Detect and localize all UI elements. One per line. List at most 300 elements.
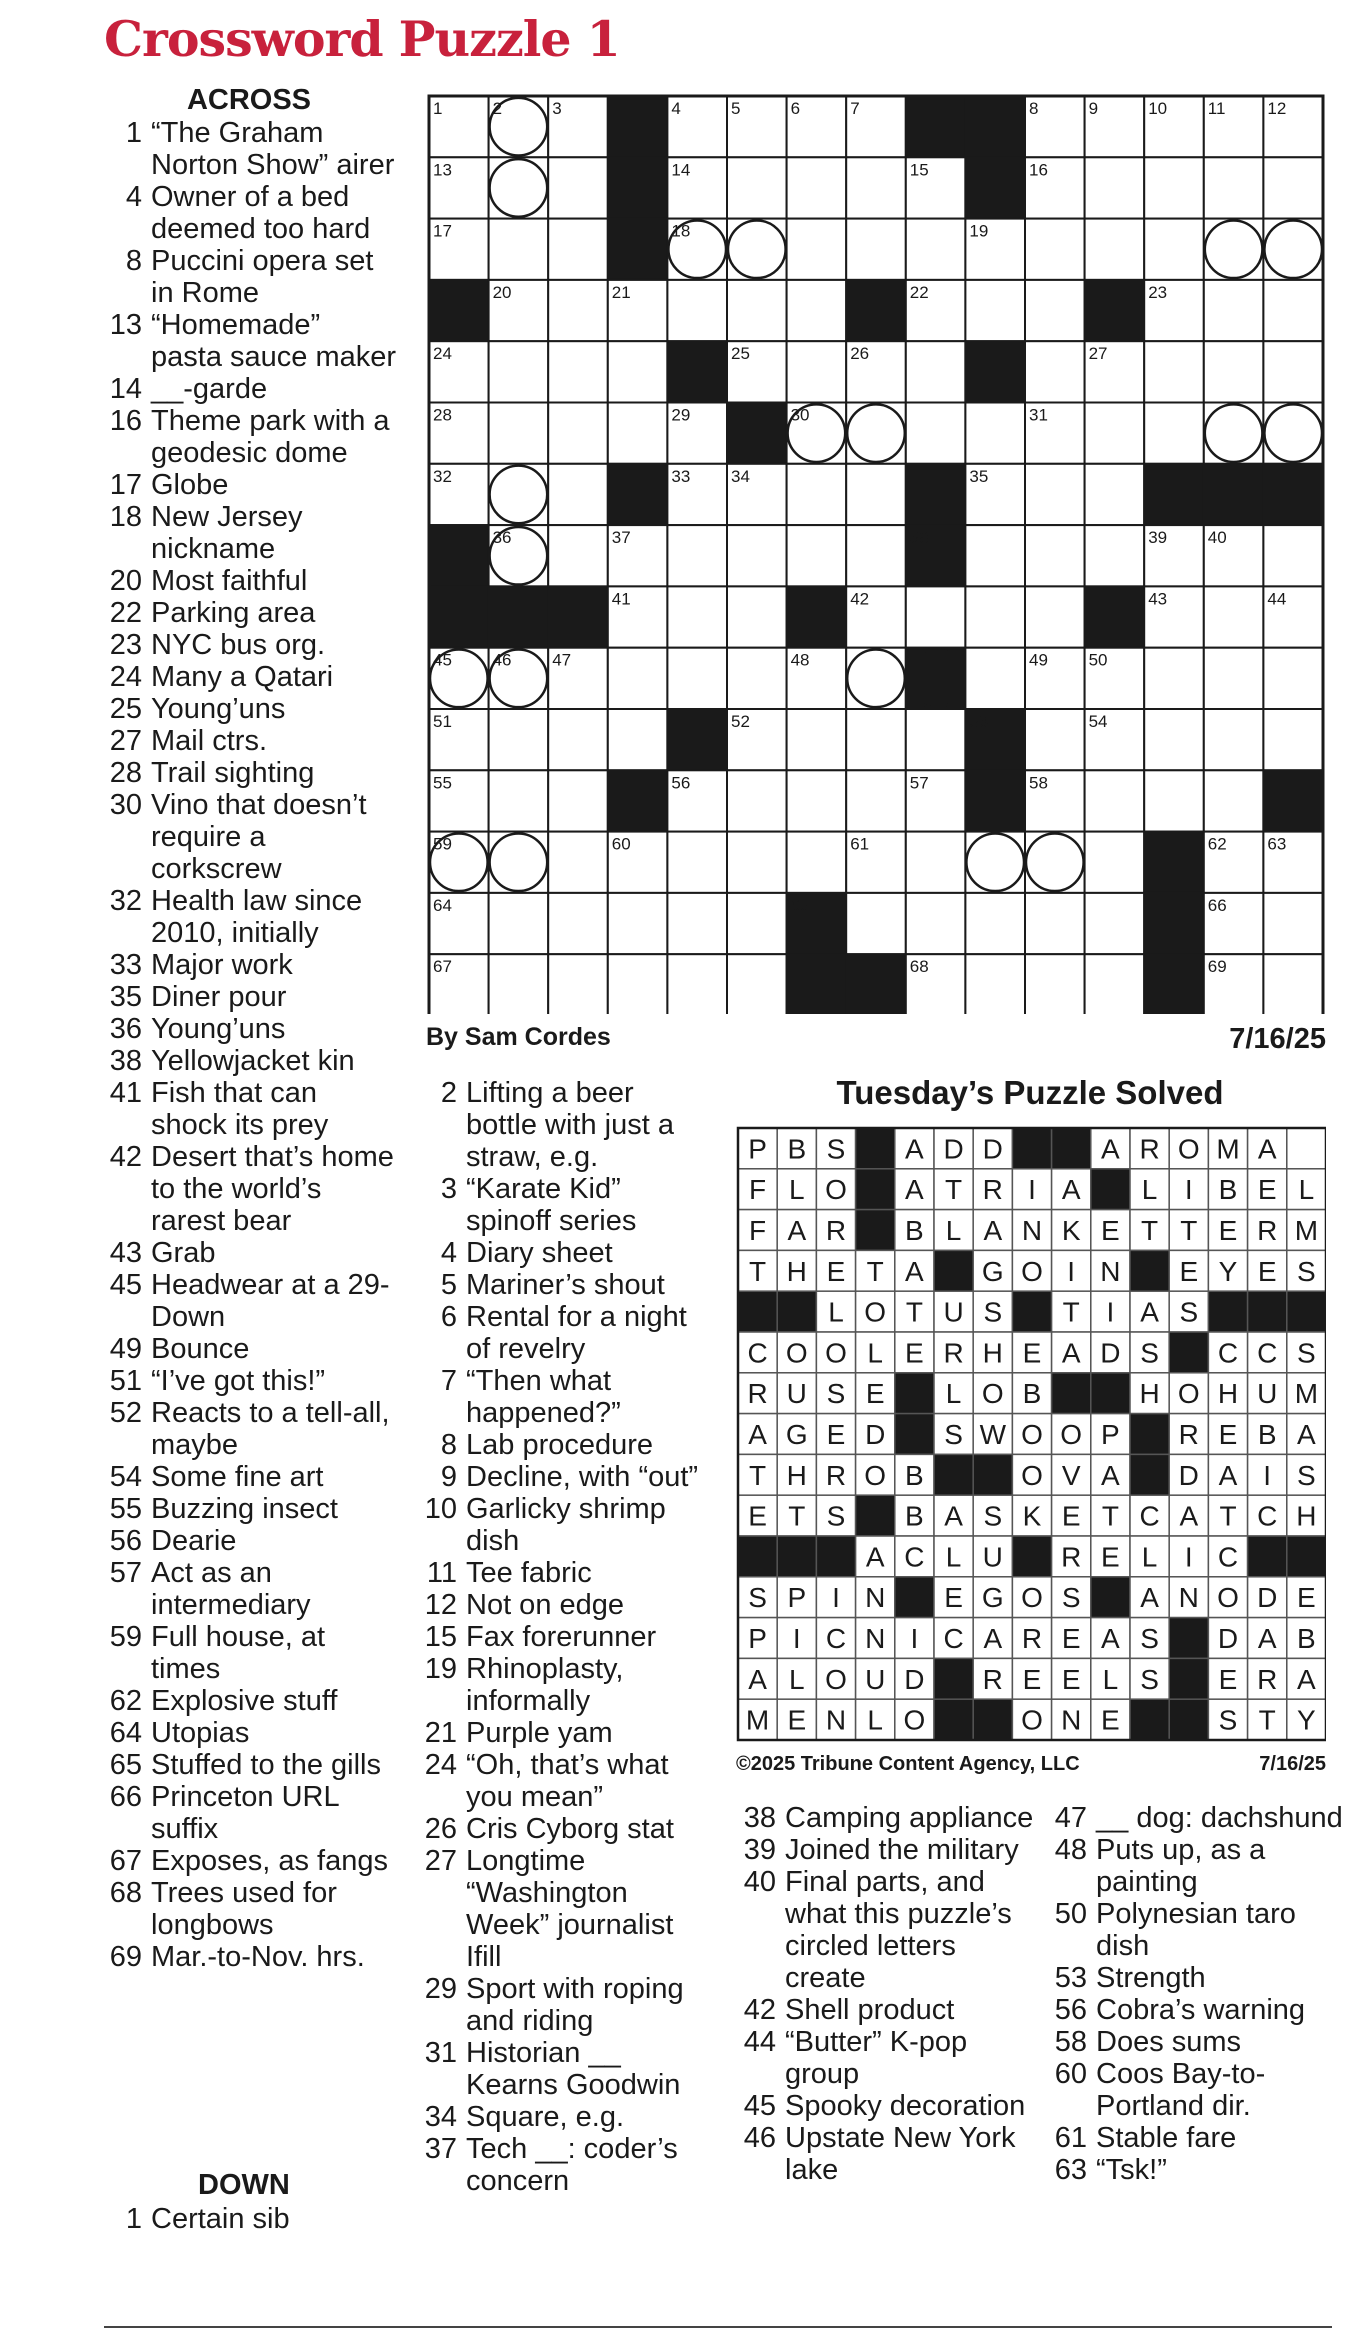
clue-number: 58 — [1054, 2026, 1087, 2058]
black-square — [906, 96, 966, 157]
across-clues — [100, 84, 398, 1973]
grid-cell[interactable] — [548, 770, 608, 831]
grid-cell[interactable] — [846, 770, 906, 831]
black-square — [608, 770, 668, 831]
grid-cell[interactable] — [489, 709, 549, 770]
grid-cell[interactable] — [667, 525, 727, 586]
clue-number: 27 — [109, 725, 142, 757]
clue-number: 29 — [424, 1973, 457, 2005]
clue-item — [412, 1237, 712, 1269]
clue-number: 40 — [743, 1866, 776, 1898]
black-square — [667, 709, 727, 770]
solution-black-square — [1248, 1291, 1287, 1332]
clue-number: 23 — [109, 629, 142, 661]
clue-item — [100, 469, 398, 501]
cell-number: 13 — [433, 160, 452, 180]
grid-cell[interactable] — [548, 219, 608, 280]
solution-letter: U — [1257, 1378, 1278, 1410]
crossword-grid[interactable] — [427, 94, 1326, 1014]
clue-text: Certain sib — [151, 2203, 290, 2235]
clue-item — [100, 1845, 398, 1877]
cell-number: 65 — [790, 895, 810, 915]
grid-cell[interactable] — [965, 954, 1025, 1014]
clue-text: Owner of a bed deemed too hard — [151, 181, 371, 245]
clue-item — [412, 2037, 712, 2101]
solution-letter: H — [1217, 1378, 1239, 1410]
grid-cell[interactable] — [1144, 219, 1204, 280]
clue-item — [1045, 2122, 1345, 2154]
clue-item — [100, 181, 398, 245]
grid-cell[interactable] — [667, 648, 727, 709]
solution-letter: R — [825, 1215, 847, 1246]
clue-item — [100, 1365, 398, 1397]
grid-cell[interactable] — [846, 525, 906, 586]
solution-letter: L — [1102, 1663, 1119, 1695]
grid-cell[interactable] — [906, 709, 966, 770]
grid-cell[interactable] — [1263, 341, 1323, 402]
grid-cell[interactable] — [1263, 954, 1323, 1014]
grid-cell[interactable] — [1144, 648, 1204, 709]
clue-text: Cris Cyborg stat — [466, 1813, 674, 1845]
clue-text: Coos Bay-to-Portland dir. — [1096, 2058, 1266, 2122]
grid-cell[interactable] — [548, 403, 608, 464]
cell-number: 10 — [1148, 99, 1168, 118]
clue-item — [100, 949, 398, 981]
grid-cell[interactable] — [608, 893, 668, 954]
grid-cell[interactable] — [667, 954, 727, 1014]
solution-letter: K — [1061, 1215, 1081, 1246]
grid-cell[interactable] — [548, 525, 608, 586]
clue-item — [100, 693, 398, 725]
solution-black-square — [1091, 1373, 1130, 1414]
clue-text: Not on edge — [466, 1589, 625, 1621]
solution-letter: U — [865, 1663, 886, 1695]
solution-letter: F — [749, 1174, 767, 1206]
clue-number: 42 — [743, 1994, 776, 2026]
clue-number: 54 — [109, 1461, 142, 1493]
cell-number: 34 — [731, 466, 750, 486]
solution-black-square — [1052, 1373, 1091, 1414]
clue-number: 33 — [109, 949, 142, 981]
grid-cell[interactable] — [608, 954, 668, 1014]
clue-number: 18 — [109, 501, 142, 533]
black-square — [1144, 954, 1204, 1014]
solution-black-square — [1169, 1618, 1208, 1659]
clue-number: 32 — [109, 885, 142, 917]
cell-number: 39 — [1148, 528, 1168, 548]
solution-letter: L — [789, 1663, 805, 1695]
grid-cell[interactable] — [1263, 648, 1323, 709]
grid-cell[interactable] — [965, 648, 1025, 709]
grid-cell[interactable] — [1025, 341, 1085, 402]
clue-number: 1 — [125, 2203, 142, 2235]
solution-letter: M — [1294, 1378, 1319, 1410]
grid-cell[interactable] — [787, 219, 847, 280]
black-square — [846, 280, 906, 341]
grid-cell[interactable] — [1144, 157, 1204, 218]
clue-number: 12 — [424, 1589, 457, 1621]
solution-letter: T — [749, 1255, 767, 1287]
solution-letter: E — [905, 1337, 924, 1369]
solution-letter: E — [1257, 1255, 1277, 1287]
solution-letter: W — [979, 1419, 1007, 1450]
solution-letter: U — [786, 1378, 807, 1410]
solution-letter: Y — [1297, 1704, 1316, 1736]
clue-text: Stable fare — [1096, 2122, 1237, 2154]
solution-letter: I — [1263, 1459, 1272, 1491]
grid-cell[interactable] — [1204, 709, 1264, 770]
grid-cell[interactable] — [1025, 893, 1085, 954]
grid-cell[interactable] — [727, 832, 787, 893]
clue-text: Lifting a beer bottle with just a straw, e.g. — [466, 1077, 674, 1173]
clue-text: Young’uns — [151, 693, 286, 725]
grid-cell[interactable] — [727, 157, 787, 218]
grid-cell[interactable] — [548, 464, 608, 525]
grid-cell[interactable] — [727, 954, 787, 1014]
grid-cell[interactable] — [1025, 709, 1085, 770]
grid-cell[interactable] — [965, 280, 1025, 341]
clue-number: 1 — [125, 117, 142, 149]
solution-black-square — [1287, 1291, 1326, 1332]
grid-cell[interactable] — [1025, 954, 1085, 1014]
solution-letter: E — [944, 1582, 963, 1614]
grid-cell[interactable] — [906, 403, 966, 464]
clue-text: Some fine art — [151, 1461, 324, 1493]
grid-cell[interactable] — [846, 893, 906, 954]
grid-cell[interactable] — [608, 709, 668, 770]
solution-letter: I — [1067, 1255, 1076, 1287]
cell-number: 2 — [492, 99, 503, 118]
clue-number: 45 — [743, 2090, 776, 2122]
clue-item — [100, 1461, 398, 1493]
grid-cell[interactable] — [1204, 770, 1264, 831]
grid-cell[interactable] — [489, 954, 549, 1014]
grid-cell[interactable] — [1263, 280, 1323, 341]
grid-cell[interactable] — [787, 709, 847, 770]
clue-number: 17 — [109, 469, 142, 501]
solution-letter: A — [1101, 1133, 1120, 1165]
solution-letter: O — [1060, 1419, 1083, 1450]
grid-cell[interactable] — [667, 893, 727, 954]
clue-item — [100, 1525, 398, 1557]
solution-letter: E — [748, 1500, 767, 1532]
cell-number: 35 — [969, 466, 989, 486]
black-square — [429, 280, 489, 341]
grid-cell[interactable] — [1204, 648, 1264, 709]
cell-number: 66 — [1207, 895, 1227, 915]
solution-black-square — [1012, 1291, 1051, 1332]
grid-cell[interactable] — [727, 586, 787, 647]
grid-cell[interactable] — [1144, 770, 1204, 831]
grid-cell[interactable] — [1085, 157, 1145, 218]
clue-number: 38 — [743, 1802, 776, 1834]
clue-item — [734, 2122, 1034, 2186]
grid-cell[interactable] — [727, 525, 787, 586]
solution-letter: E — [1061, 1623, 1081, 1654]
clue-item — [412, 1749, 712, 1813]
cell-number: 24 — [433, 344, 452, 364]
grid-cell[interactable] — [906, 893, 966, 954]
puzzle-date: 7/16/25 — [1229, 1023, 1326, 1055]
grid-cell[interactable] — [1144, 341, 1204, 402]
solution-letter: A — [787, 1215, 807, 1246]
grid-cell[interactable] — [846, 157, 906, 218]
grid-cell[interactable] — [1085, 403, 1145, 464]
grid-cell[interactable] — [1025, 219, 1085, 280]
grid-cell[interactable] — [489, 341, 549, 402]
cell-number: 48 — [790, 650, 810, 670]
solution-black-square — [895, 1414, 934, 1455]
grid-cell[interactable] — [727, 893, 787, 954]
clue-item — [412, 2101, 712, 2133]
grid-cell[interactable] — [787, 341, 847, 402]
clue-item — [412, 1845, 712, 1973]
grid-cell[interactable] — [1085, 770, 1145, 831]
solution-letter: L — [945, 1541, 962, 1573]
solution-letter: A — [1140, 1582, 1159, 1614]
grid-cell[interactable] — [787, 280, 847, 341]
black-square — [787, 586, 847, 647]
grid-cell[interactable] — [1263, 525, 1323, 586]
clue-text: Many a Qatari — [151, 661, 334, 693]
bottom-rule — [104, 2326, 1332, 2328]
clue-item — [412, 1173, 712, 1237]
grid-cell[interactable] — [906, 341, 966, 402]
clue-item — [1045, 1834, 1345, 1898]
grid-cell[interactable] — [787, 157, 847, 218]
grid-cell[interactable] — [1085, 893, 1145, 954]
grid-cell[interactable] — [1263, 709, 1323, 770]
clue-text: Dearie — [151, 1525, 237, 1557]
clue-text: Vino that doesn’t require a corkscrew — [151, 789, 367, 885]
grid-cell[interactable] — [846, 219, 906, 280]
clue-number: 39 — [743, 1834, 776, 1866]
clue-text: __ dog: dachshund — [1096, 1802, 1343, 1834]
clue-item — [100, 629, 398, 661]
solution-letter: S — [1140, 1663, 1159, 1695]
black-square — [1085, 586, 1145, 647]
grid-cell[interactable] — [489, 403, 549, 464]
solution-black-square — [973, 1699, 1012, 1740]
solution-letter: H — [1296, 1500, 1317, 1532]
solution-letter: O — [1177, 1133, 1200, 1165]
grid-cell[interactable] — [787, 770, 847, 831]
clue-number: 20 — [109, 565, 142, 597]
grid-cell[interactable] — [548, 954, 608, 1014]
solution-letter: L — [1298, 1174, 1315, 1206]
grid-cell[interactable] — [1204, 341, 1264, 402]
black-square — [906, 464, 966, 525]
clue-number: 36 — [109, 1013, 142, 1045]
solution-letter: I — [1184, 1174, 1193, 1206]
grid-cell[interactable] — [548, 157, 608, 218]
cell-number: 42 — [850, 589, 870, 609]
grid-cell[interactable] — [548, 832, 608, 893]
solution-letter: A — [1297, 1419, 1316, 1450]
byline: By Sam Cordes — [426, 1023, 611, 1051]
grid-cell[interactable] — [1085, 954, 1145, 1014]
solution-letter: C — [747, 1337, 768, 1369]
clue-number: 43 — [109, 1237, 142, 1269]
clue-text: “Karate Kid” spinoff series — [466, 1173, 637, 1237]
grid-cell[interactable] — [965, 893, 1025, 954]
clue-item — [734, 1802, 1034, 1834]
solution-letter: O — [864, 1296, 887, 1328]
cell-number: 49 — [1029, 650, 1048, 670]
solution-letter: O — [864, 1459, 887, 1491]
grid-cell[interactable] — [548, 709, 608, 770]
clue-number: 68 — [109, 1877, 142, 1909]
grid-cell[interactable] — [548, 341, 608, 402]
grid-cell[interactable] — [608, 403, 668, 464]
clue-text: Garlicky shrimp dish — [466, 1493, 666, 1557]
solution-letter: E — [1179, 1255, 1199, 1287]
cell-number: 55 — [433, 773, 452, 793]
clue-item — [100, 1685, 398, 1717]
solution-letter: O — [1021, 1582, 1043, 1614]
grid-cell[interactable] — [906, 586, 966, 647]
cell-number: 16 — [1029, 160, 1048, 180]
clue-item — [100, 1621, 398, 1685]
clue-number: 14 — [109, 373, 142, 405]
grid-cell[interactable] — [1085, 219, 1145, 280]
grid-cell[interactable] — [727, 280, 787, 341]
grid-cell[interactable] — [489, 770, 549, 831]
grid-cell[interactable] — [1204, 280, 1264, 341]
solution-letter: B — [1297, 1623, 1316, 1654]
grid-cell[interactable] — [1263, 893, 1323, 954]
clue-text: “Tsk!” — [1096, 2154, 1167, 2186]
black-square — [608, 464, 668, 525]
down-clues-col-3 — [1045, 1802, 1345, 2186]
grid-cell[interactable] — [1263, 157, 1323, 218]
clue-text: Mariner’s shout — [466, 1269, 665, 1301]
solution-letter: E — [1022, 1663, 1042, 1695]
clue-item — [100, 1077, 398, 1141]
clue-text: Theme park with a geodesic dome — [151, 405, 390, 469]
solution-black-square — [973, 1454, 1012, 1495]
down-clues-col-1 — [412, 1077, 712, 2197]
grid-cell[interactable] — [1204, 586, 1264, 647]
clue-item — [1045, 2026, 1345, 2058]
grid-cell[interactable] — [548, 893, 608, 954]
cell-number: 47 — [552, 650, 572, 670]
clue-text: Fax forerunner — [466, 1621, 657, 1653]
cell-number: 12 — [1267, 99, 1287, 118]
grid-cell[interactable] — [1025, 464, 1085, 525]
clue-text: Camping appliance — [785, 1802, 1034, 1834]
clue-text: Puccini opera set in Rome — [151, 245, 374, 309]
solution-letter: R — [1021, 1623, 1043, 1654]
grid-cell[interactable] — [846, 464, 906, 525]
solution-black-square — [895, 1577, 934, 1618]
solution-letter: B — [1218, 1174, 1238, 1206]
grid-cell[interactable] — [489, 893, 549, 954]
cell-number: 28 — [433, 405, 452, 425]
grid-cell[interactable] — [1144, 709, 1204, 770]
grid-cell[interactable] — [1085, 832, 1145, 893]
black-square — [1204, 464, 1264, 525]
clue-number: 30 — [109, 789, 142, 821]
black-square — [965, 770, 1025, 831]
solution-letter: B — [787, 1133, 807, 1165]
grid-cell[interactable] — [1085, 464, 1145, 525]
grid-cell[interactable] — [906, 832, 966, 893]
clue-number: 25 — [109, 693, 142, 725]
grid-cell[interactable] — [1025, 280, 1085, 341]
solution-letter: A — [944, 1500, 963, 1532]
clue-number: 50 — [1054, 1898, 1087, 1930]
cell-number: 51 — [433, 712, 452, 731]
solution-letter: L — [828, 1296, 844, 1328]
clue-number: 24 — [424, 1749, 457, 1781]
clue-text: Utopias — [151, 1717, 250, 1749]
clue-text: Globe — [151, 469, 229, 501]
solution-black-square — [934, 1250, 973, 1291]
grid-cell[interactable] — [489, 219, 549, 280]
grid-cell[interactable] — [667, 586, 727, 647]
cell-number: 33 — [671, 466, 691, 486]
grid-cell[interactable] — [1025, 525, 1085, 586]
grid-cell[interactable] — [1025, 586, 1085, 647]
grid-cell[interactable] — [667, 832, 727, 893]
grid-cell[interactable] — [667, 280, 727, 341]
grid-cell[interactable] — [965, 586, 1025, 647]
clue-text: Shell product — [785, 1994, 955, 2026]
clue-item — [100, 1269, 398, 1333]
clue-text: Longtime “Washington Week” journalist Ifill — [466, 1845, 674, 1973]
clue-text: Decline, with “out” — [466, 1461, 699, 1493]
clue-text: Tech __: coder’s concern — [466, 2133, 678, 2197]
grid-cell[interactable] — [787, 525, 847, 586]
clue-number: 26 — [424, 1813, 457, 1845]
solution-letter: A — [1257, 1623, 1277, 1654]
clue-text: Final parts, and what this puzzle’s circled letters create — [785, 1866, 1012, 1994]
clue-item — [100, 725, 398, 757]
clue-number: 42 — [109, 1141, 142, 1173]
black-square — [846, 954, 906, 1014]
solution-black-square — [738, 1536, 777, 1577]
clue-item — [1045, 1962, 1345, 1994]
grid-cell[interactable] — [727, 770, 787, 831]
grid-cell[interactable] — [727, 648, 787, 709]
grid-cell[interactable] — [608, 648, 668, 709]
solution-letter: T — [788, 1500, 806, 1532]
clue-item — [100, 1045, 398, 1077]
grid-cell[interactable] — [787, 464, 847, 525]
grid-cell[interactable] — [965, 403, 1025, 464]
grid-cell[interactable] — [906, 219, 966, 280]
grid-cell[interactable] — [1144, 403, 1204, 464]
clue-text: Joined the military — [785, 1834, 1019, 1866]
down-heading: DOWN — [198, 2169, 290, 2201]
grid-cell[interactable] — [548, 280, 608, 341]
grid-cell[interactable] — [965, 525, 1025, 586]
clue-number: 53 — [1054, 1962, 1087, 1994]
clue-number: 63 — [1054, 2154, 1087, 2186]
solution-black-square — [856, 1169, 895, 1210]
solution-letter: I — [1028, 1174, 1036, 1206]
solution-black-square — [856, 1495, 895, 1536]
grid-cell[interactable] — [1085, 525, 1145, 586]
solution-letter: O — [1021, 1255, 1043, 1287]
grid-cell[interactable] — [1204, 157, 1264, 218]
grid-cell[interactable] — [608, 341, 668, 402]
grid-cell[interactable] — [787, 832, 847, 893]
grid-cell[interactable] — [846, 709, 906, 770]
cell-number: 43 — [1148, 589, 1168, 609]
solution-letter: O — [825, 1174, 847, 1206]
